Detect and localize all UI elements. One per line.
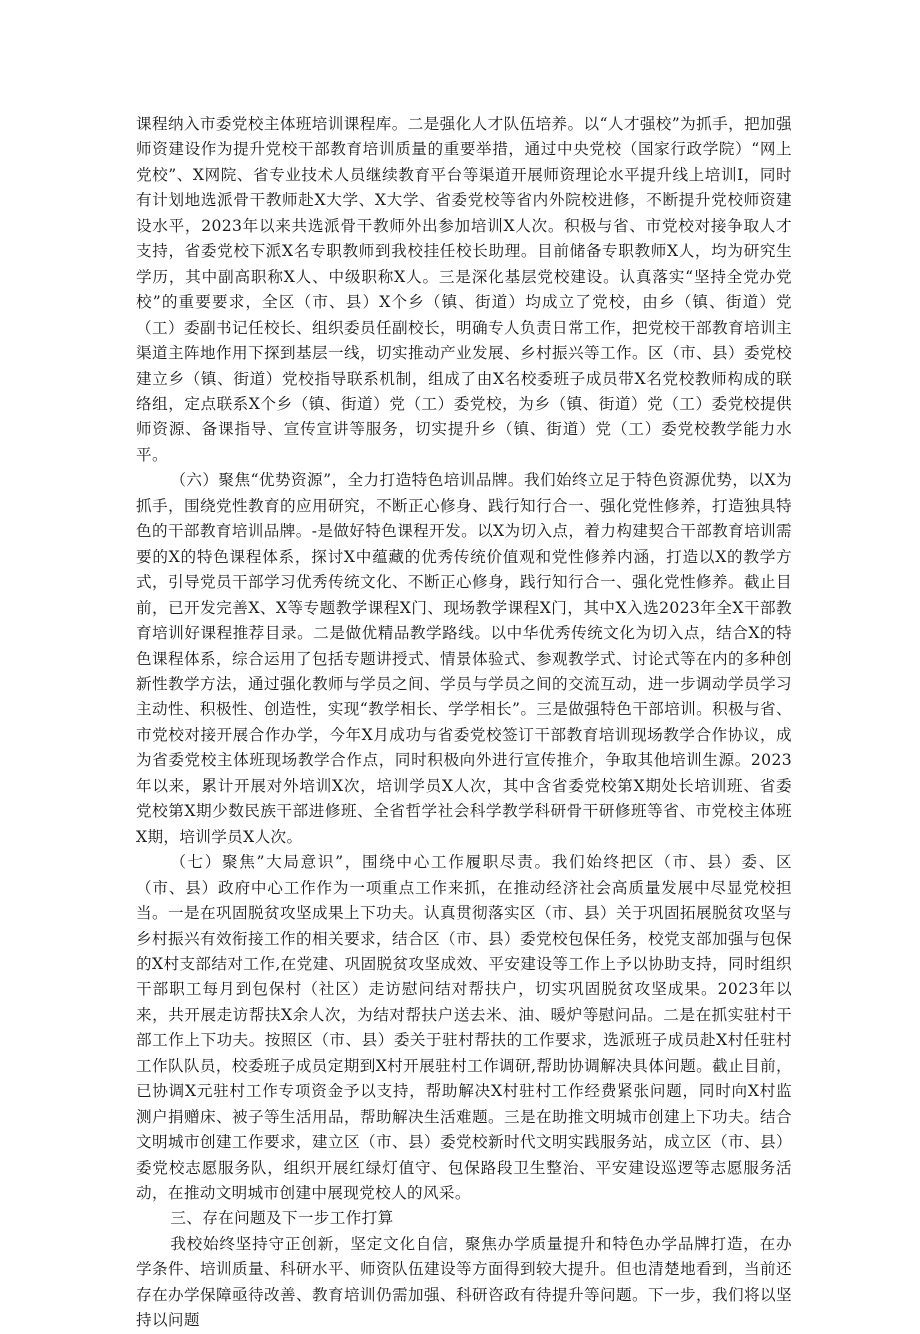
section-heading-problems: 三、存在问题及下一步工作打算 [170,1209,394,1228]
body-paragraph-problems: 我校始终坚持守正创新，坚定文化自信，聚焦办学质量提升和特色办学品牌打造，在办学条件、培训质量、科研水平、师资队伍建设等方面得到较大提升。但也清楚地看到，当前还存在办学保障亟待改善、教育培训仍需加强、科研咨政有待提升等问题。下一步，我们将以坚持以问题 [136,1234,792,1330]
body-paragraph-section-six: （六）聚焦“优势资源”，全力打造特色培训品牌。我们始终立足于特色资源优势，以X为抓手，围绕党性教育的应用研究，不断正心修身、践行知行合一、强化党性修养，打造独具特色的干部教育培训品牌。-是做好特色课程开发。以X为切入点，着力构建契合干部教育培训需要的X的特色课程体系，探讨X中蕴藏的优秀传统价值观和党性修养内涵，打造以X的教学方式，引导党员干部学习优秀传统文化、不断正心修身，践行知行合一、强化党性修养。截止目前，已开发完善X、X等专题教学课程X门、现场教学课程X门，其中X入选2023年全X干部教育培训好课程推荐目录。二是做优精品教学路线。以中华优秀传统文化为切入点，结合X的特色课程体系，综合运用了包括专题讲授式、情景体验式、参观教学式、讨论式等在内的多种创新性教学方法，通过强化教师与学员之间、学员与学员之间的交流互动，进一步调动学员学习主动性、积极性、创造性，实现“教学相长、学学相长”。三是做强特色干部培训。积极与省、市党校对接开展合作办学，今年X月成功与省委党校签订干部教育培训现场教学合作协议，成为省委党校主体班现场教学合作点，同时积极向外进行宣传推介，争取其他培训生源。2023年以来，累计开展对外培训X次，培训学员X人次，其中含省委党校第X期处长培训班、省委党校第X期少数民族干部进修班、全省哲学社会科学教学科研骨干研修班等省、市党校主体班X期，培训学员X人次。 [136,471,792,846]
body-paragraph-section-seven: （七）聚焦”大局意识”，围绕中心工作履职尽责。我们始终把区（市、县）委、区（市、县）政府中心工作作为一项重点工作来抓，在推动经济社会高质量发展中尽显党校担当。一是在巩固脱贫攻坚成果上下功夫。认真贯彻落实区（市、县）关于巩固拓展脱贫攻坚与乡村振兴有效衔接工作的相关要求，结合区（市、县）委党校包保任务，校党支部加强与包保的X村支部结对工作,在党建、巩固脱贫攻坚成效、平安建设等工作上予以协助支持，同时组织干部职工每月到包保村（社区）走访慰问结对帮扶户，切实巩固脱贫攻坚成果。2023年以来，共开展走访帮扶X余人次，为结对帮扶户送去米、油、暖炉等慰问品。二是在抓实驻村干部工作上下功夫。按照区（市、县）委关于驻村帮扶的工作要求，选派班子成员赴X村任驻村工作队队员，校委班子成员定期到X村开展驻村工作调研,帮助协调解决具体问题。截止目前，已协调X元驻村工作专项资金予以支持，帮助解决X村驻村工作经费紧张问题，同时向X村监测户捐赠床、被子等生活用品，帮助解决生活难题。三是在助推文明城市创建上下功夫。结合文明城市创建工作要求，建立区（市、县）委党校新时代文明实践服务站，成立区（市、县）委党校志愿服务队，组织开展红绿灯值守、包保路段卫生整治、平安建设巡逻等志愿服务活动，在推动文明城市创建中展现党校人的风采。 [136,853,792,1203]
document-page [136,112,792,1334]
body-paragraph-talent: 课程纳入市委党校主体班培训课程库。二是强化人才队伍培养。以“人才强校”为抓手，把加强师资建设作为提升党校干部教育培训质量的重要举措，通过中央党校（国家行政学院）“网上党校”、X网院、省专业技术人员继续教育平台等渠道开展师资理论水平提升线上培训I，同时有计划地选派骨干教师赴X大学、X大学、省委党校等省内外院校进修，不断提升党校师资建设水平，2023年以来共选派骨干教师外出参加培训X人次。积极与省、市党校对接争取人才支持，省委党校下派X名专职教师到我校挂任校长助理。目前储备专职教师X人，均为研究生学历，其中副高职称X人、中级职称X人。三是深化基层党校建设。认真落实“坚持全党办党校”的重要要求，全区（市、县）X个乡（镇、街道）均成立了党校，由乡（镇、街道）党（工）委副书记任校长、组织委员任副校长，明确专人负责日常工作，把党校干部教育培训主渠道主阵地作用下探到基层一线，切实推动产业发展、乡村振兴等工作。区（市、县）委党校建立乡（镇、街道）党校指导联系机制，组成了由X名校委班子成员带X名党校教师构成的联络组，定点联系X个乡（镇、街道）党（工）委党校，为乡（镇、街道）党（工）委党校提供师资源、备课指导、宣传宣讲等服务，切实提升乡（镇、街道）党（工）委党校教学能力水平。 [136,115,792,464]
